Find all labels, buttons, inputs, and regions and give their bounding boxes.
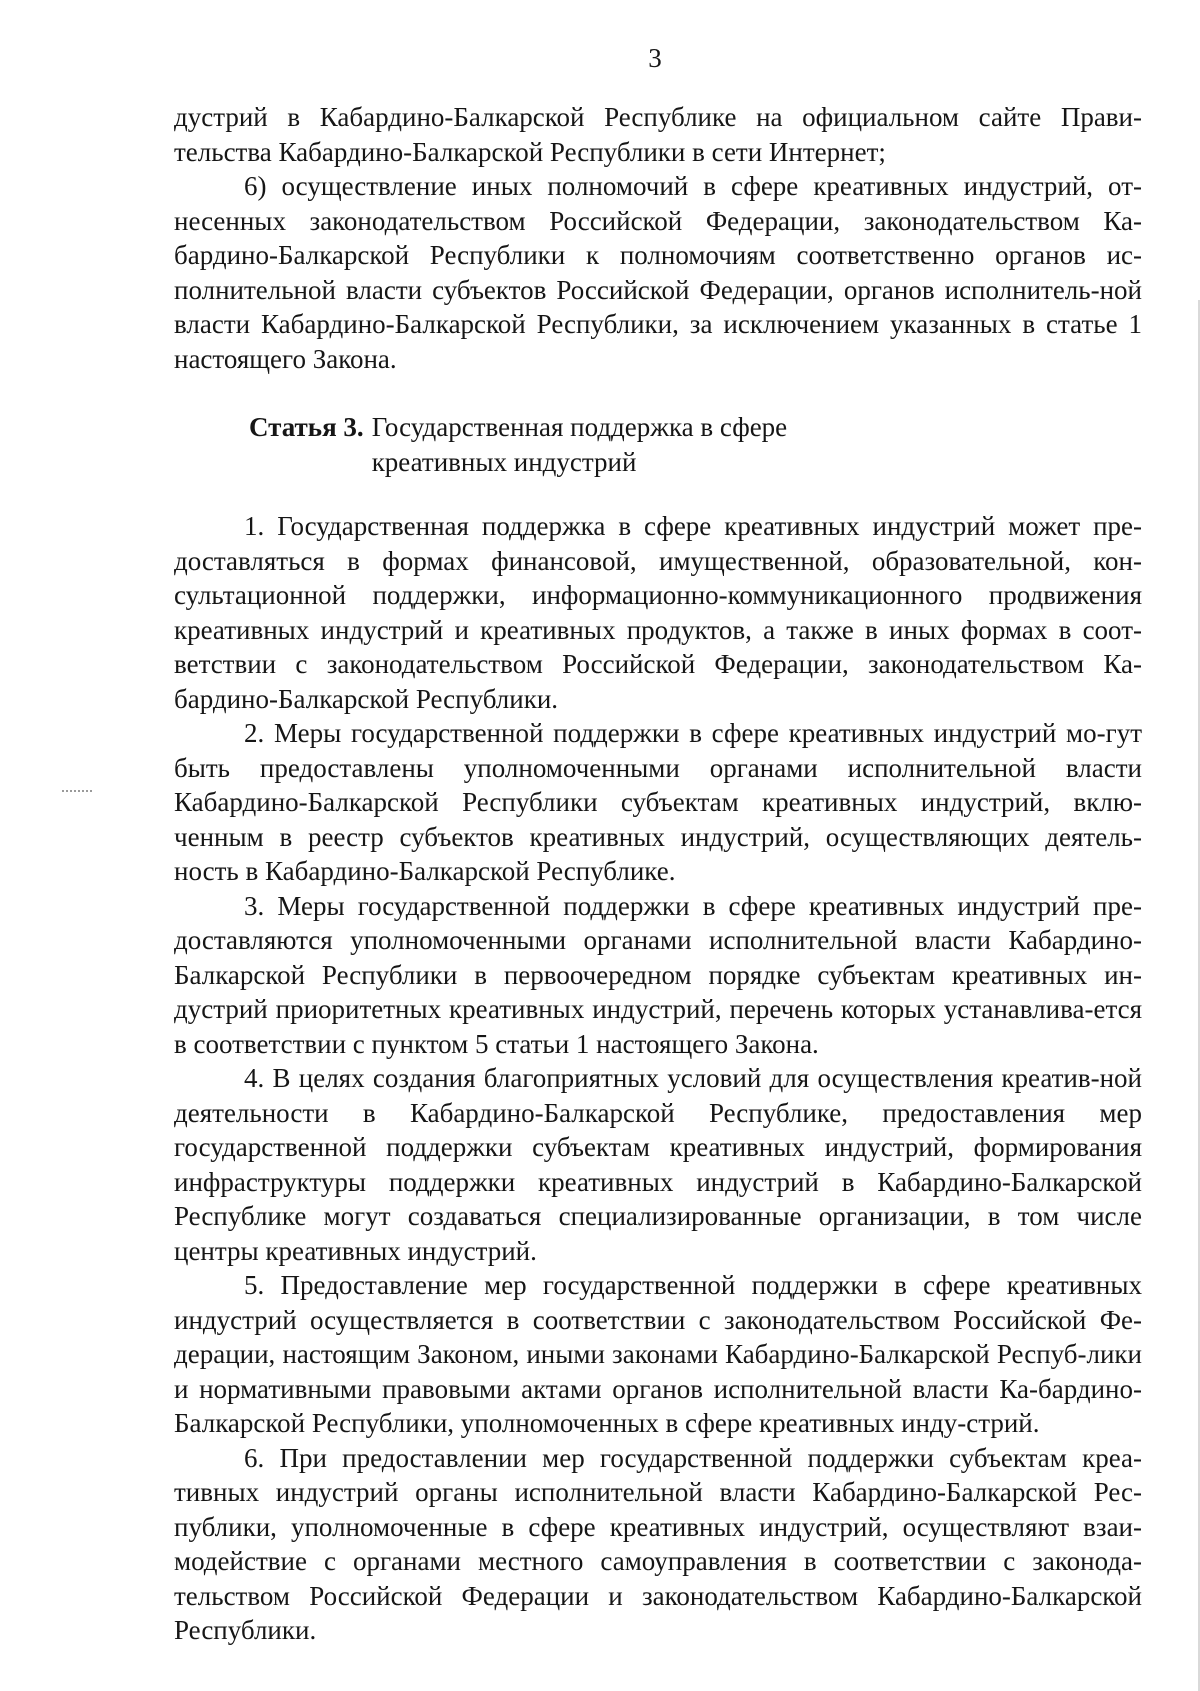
page-number: 3 xyxy=(648,43,662,73)
paragraph-continuation: дустрий в Кабардино-Балкарской Республике на официальном сайте Прави-тельства Кабардино-Балкарской Республики в сети Интернет; xyxy=(174,102,1142,167)
paragraph-item-6: 6) осуществление иных полномочий в сфере креативных индустрий, от-несенных законодательством Российской Федерации, законодательством Ка-бардино-Балкарской Республики к полномочиям соответственно органов ис-полнительной власти субъектов Российской Федерации, органов исполнитель-ной власти Кабардино-Балкарской Республики, за исключением указанных в статье 1 настоящего Закона. xyxy=(174,171,1142,374)
article-paragraph-2: 2. Меры государственной поддержки в сфере креативных индустрий мо-гут быть предоставлены уполномоченными органами исполнительной власти Кабардино-Балкарской Республики субъектам креативных индустрий, вклю-ченным в реестр субъектов креативных индустрий, осуществляющих деятель-ность в Кабардино-Балкарской Республике. xyxy=(174,718,1142,886)
article-paragraph-3: 3. Меры государственной поддержки в сфере креативных индустрий пре-доставляются уполномоченными органами исполнительной власти Кабардино-Балкарской Республики в первоочередном порядке субъектам креативных ин-дустрий приоритетных креативных индустрий, перечень которых устанавлива-ется в соответствии с пунктом 5 статьи 1 настоящего Закона. xyxy=(174,890,1142,1059)
article-paragraph-1: 1. Государственная поддержка в сфере креативных индустрий может пре-доставляться в формах финансовой, имущественной, образовательной, кон-сультационной поддержки, информационно-коммуникационного продвижения креативных индустрий и креативных продуктов, а также в иных формах в соот-ветствии с законодательством Российской Федерации, законодательством Ка-бардино-Балкарской Республики. xyxy=(174,511,1142,714)
article-paragraph-5: 5. Предоставление мер государственной поддержки в сфере креативных индустрий осуществляется в соответствии с законодательством Российской Фе-дерации, настоящим Законом, иными законами Кабардино-Балкарской Респуб-лики и нормативными правовыми актами органов исполнительной власти Ка-бардино-Балкарской Республики, уполномоченных в сфере креативных инду-стрий. xyxy=(174,1270,1142,1438)
article-heading xyxy=(249,410,1142,479)
article-paragraph-4: 4. В целях создания благоприятных условий для осуществления креатив-ной деятельности в Кабардино-Балкарской Республике, предоставления мер государственной поддержки субъектам креативных индустрий, формирования инфраструктуры поддержки креативных индустрий в Кабардино-Балкарской Республике могут создаваться специализированные организации, в том числе центры креативных индустрий. xyxy=(174,1063,1142,1266)
article-paragraph-6: 6. При предоставлении мер государственной поддержки субъектам креа-тивных индустрий органы исполнительной власти Кабардино-Балкарской Рес-публики, уполномоченные в сфере креативных индустрий, осуществляют взаи-модействие с органами местного самоуправления в соответствии с законода-тельством Российской Федерации и законодательством Кабардино-Балкарской Республики. xyxy=(174,1442,1142,1645)
article-label: Статья 3. xyxy=(249,412,364,442)
scan-artifact-dots xyxy=(62,790,92,794)
document-body xyxy=(174,100,1142,1648)
article-title: Государственная поддержка в сфере креативных индустрий xyxy=(371,412,788,477)
